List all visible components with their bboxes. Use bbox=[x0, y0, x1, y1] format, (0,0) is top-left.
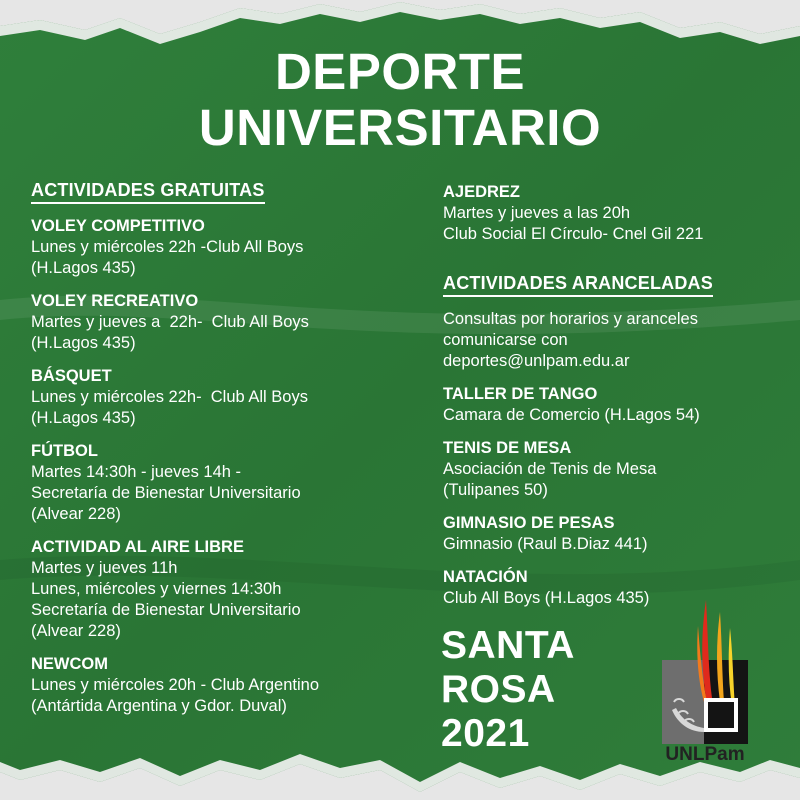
contact-email: deportes@unlpam.edu.ar bbox=[443, 352, 630, 370]
activity-detail: (H.Lagos 435) bbox=[31, 259, 136, 277]
activity-detail: (H.Lagos 435) bbox=[31, 334, 136, 352]
activity-name: ACTIVIDAD AL AIRE LIBRE bbox=[31, 538, 244, 556]
activity-name: NEWCOM bbox=[31, 655, 108, 673]
city-year bbox=[441, 624, 575, 756]
activity-item bbox=[31, 441, 421, 525]
activity-detail: (Antártida Argentina y Gdor. Duval) bbox=[31, 697, 287, 715]
activity-detail: (Tulipanes 50) bbox=[443, 481, 548, 499]
activity-item bbox=[443, 438, 783, 501]
activity-detail: Camara de Comercio (H.Lagos 54) bbox=[443, 406, 700, 424]
title-line-2: UNIVERSITARIO bbox=[198, 99, 602, 156]
activity-item bbox=[31, 291, 421, 354]
activity-detail: (Alvear 228) bbox=[31, 505, 121, 523]
activity-detail: (H.Lagos 435) bbox=[31, 409, 136, 427]
year: 2021 bbox=[441, 712, 530, 755]
city-line-2: ROSA bbox=[441, 668, 556, 711]
paid-intro bbox=[443, 309, 783, 372]
free-activities-heading: ACTIVIDADES GRATUITAS bbox=[31, 178, 265, 204]
activity-detail: Club Social El Círculo- Cnel Gil 221 bbox=[443, 225, 704, 243]
activity-item bbox=[443, 384, 783, 426]
activity-name: NATACIÓN bbox=[443, 568, 528, 586]
unlpam-logo bbox=[662, 598, 748, 773]
activity-detail: Martes y jueves 11h bbox=[31, 559, 178, 577]
activity-name: AJEDREZ bbox=[443, 183, 521, 201]
intro-line: Consultas por horarios y aranceles bbox=[443, 310, 698, 328]
activity-name: FÚTBOL bbox=[31, 442, 98, 460]
poster-title bbox=[0, 44, 800, 156]
activity-detail: Martes y jueves a las 20h bbox=[443, 204, 631, 222]
logo-text: UNLPam bbox=[665, 744, 745, 765]
activity-detail: Lunes y miércoles 22h -Club All Boys bbox=[31, 238, 304, 256]
activity-name: GIMNASIO DE PESAS bbox=[443, 514, 615, 532]
activity-detail: Club All Boys (H.Lagos 435) bbox=[443, 589, 650, 607]
free-activities-column bbox=[31, 178, 421, 729]
activity-name: TENIS DE MESA bbox=[443, 439, 572, 457]
chess-activity bbox=[443, 182, 783, 245]
activity-detail: Lunes y miércoles 22h- Club All Boys bbox=[31, 388, 308, 406]
intro-line: comunicarse con bbox=[443, 331, 568, 349]
right-column bbox=[443, 182, 783, 621]
paid-activities-heading: ACTIVIDADES ARANCELADAS bbox=[443, 271, 713, 297]
activity-detail: Secretaría de Bienestar Universitario bbox=[31, 484, 301, 502]
city-line-1: SANTA bbox=[441, 624, 575, 667]
activity-detail: Secretaría de Bienestar Universitario bbox=[31, 601, 301, 619]
title-line-1: DEPORTE bbox=[274, 43, 526, 100]
activity-item bbox=[31, 366, 421, 429]
activity-detail: Asociación de Tenis de Mesa bbox=[443, 460, 657, 478]
activity-name: VOLEY COMPETITIVO bbox=[31, 217, 205, 235]
activity-detail: Martes 14:30h - jueves 14h - bbox=[31, 463, 242, 481]
activity-item bbox=[31, 216, 421, 279]
activity-name: TALLER DE TANGO bbox=[443, 385, 598, 403]
activity-name: BÁSQUET bbox=[31, 367, 112, 385]
torch-emblem-icon bbox=[662, 598, 748, 744]
activity-detail: Lunes, miércoles y viernes 14:30h bbox=[31, 580, 282, 598]
activity-detail: Gimnasio (Raul B.Diaz 441) bbox=[443, 535, 648, 553]
activity-name: VOLEY RECREATIVO bbox=[31, 292, 199, 310]
activity-detail: Martes y jueves a 22h- Club All Boys bbox=[31, 313, 309, 331]
activity-detail: (Alvear 228) bbox=[31, 622, 121, 640]
activity-detail: Lunes y miércoles 20h - Club Argentino bbox=[31, 676, 319, 694]
activity-item bbox=[443, 513, 783, 555]
activity-item bbox=[31, 654, 421, 717]
activity-item bbox=[31, 537, 421, 642]
